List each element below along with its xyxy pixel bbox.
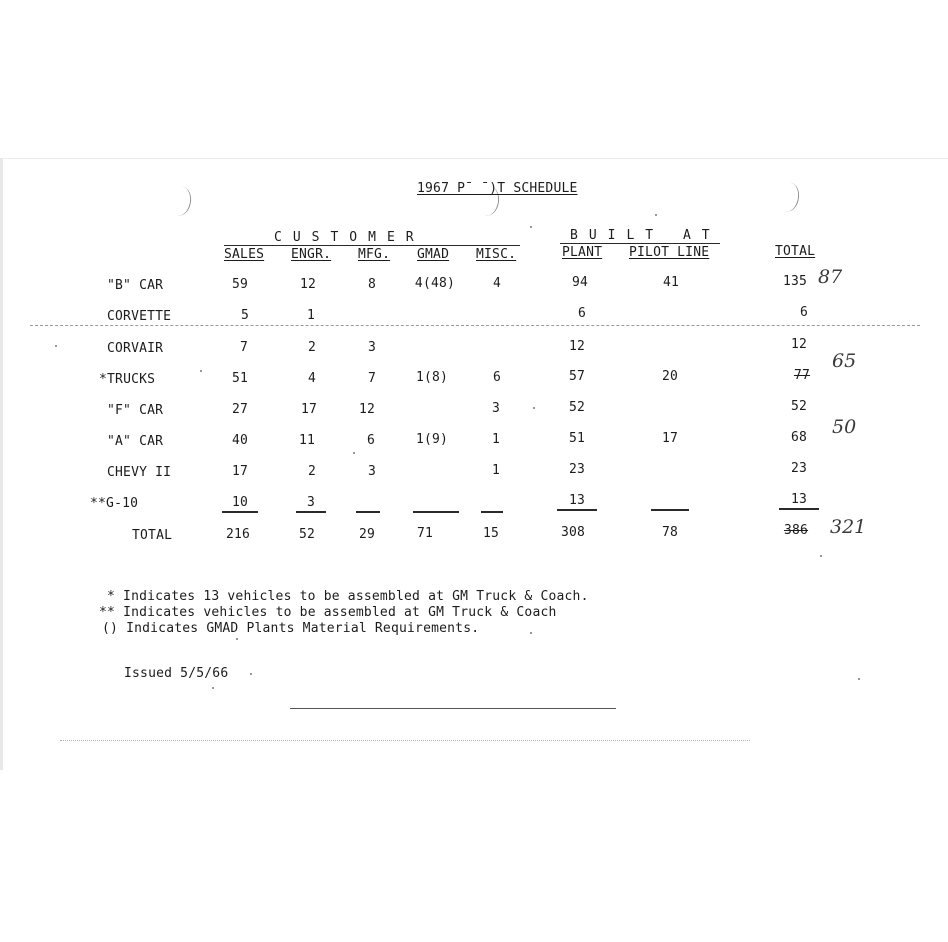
column-header-engr: ENGR.: [291, 247, 332, 262]
total-gmad: 71: [416, 526, 434, 541]
row-label: "B" CAR: [107, 278, 164, 293]
cell-total: 52: [790, 399, 808, 414]
sum-rule-mfg: [356, 511, 380, 513]
cell-total: 6: [799, 305, 809, 320]
scan-speck: [250, 673, 252, 675]
cell-gmad: 1(9): [415, 432, 449, 447]
customer-group-rule: [224, 245, 520, 246]
column-header-pilot-line: PILOT LINE: [629, 245, 710, 260]
cell-plant: 52: [568, 400, 586, 415]
row-label: CHEVY II: [107, 465, 172, 480]
total-misc: 15: [482, 526, 500, 541]
handwritten-grand-total: 321: [830, 516, 867, 538]
cell-sales: 51: [231, 371, 249, 386]
cell-sales: 10: [231, 495, 249, 510]
cell-misc: 1: [491, 432, 501, 447]
cell-plant: 12: [568, 339, 586, 354]
cell-gmad: 1(8): [415, 370, 449, 385]
cell-engr: 11: [298, 433, 316, 448]
sum-rule-pilot-line: [651, 509, 689, 511]
cell-misc: 6: [492, 370, 502, 385]
cell-engr: 17: [300, 402, 318, 417]
paper-edge-left: [0, 158, 3, 770]
handwritten-correction: 50: [832, 416, 857, 438]
row-label: CORVETTE: [107, 309, 172, 324]
column-header-mfg: MFG.: [358, 247, 391, 262]
cell-plant: 23: [568, 462, 586, 477]
cell-engr: 2: [307, 464, 317, 479]
cell-mfg: 12: [358, 402, 376, 417]
cell-total-struck: 77: [793, 368, 811, 383]
cell-total: 13: [790, 492, 808, 507]
cell-mfg: 8: [367, 277, 377, 292]
cell-engr: 2: [307, 340, 317, 355]
cell-mfg: 7: [367, 371, 377, 386]
cell-mfg: 3: [367, 340, 377, 355]
cell-plant: 57: [568, 369, 586, 384]
sum-rule-engr: [296, 511, 326, 513]
group-header-customer: CUSTOMER: [274, 230, 425, 245]
row-label: "A" CAR: [107, 434, 164, 449]
row-label: *TRUCKS: [99, 372, 156, 387]
built-at-group-rule: [560, 243, 720, 244]
sum-rule-plant: [557, 509, 597, 511]
cell-pilot-line: 20: [661, 369, 679, 384]
column-header-misc: MISC.: [476, 247, 517, 262]
cell-engr: 3: [306, 495, 316, 510]
total-mfg: 29: [358, 527, 376, 542]
column-header-plant: PLANT: [562, 245, 603, 260]
cell-plant: 51: [568, 431, 586, 446]
column-header-total: TOTAL: [775, 244, 816, 259]
footnote-trucks: * Indicates 13 vehicles to be assembled at GM Truck & Coach.: [107, 589, 589, 604]
cell-sales: 7: [239, 340, 249, 355]
total-row-label: TOTAL: [132, 528, 173, 543]
cell-total: 135: [782, 274, 808, 289]
cell-gmad: 4(48): [414, 276, 456, 291]
sum-rule-sales: [222, 511, 258, 513]
cell-total: 12: [790, 337, 808, 352]
column-header-sales: SALES: [224, 247, 265, 262]
scan-speck: [353, 452, 355, 454]
cell-misc: 1: [491, 463, 501, 478]
cell-total: 68: [790, 430, 808, 445]
cell-total: 23: [790, 461, 808, 476]
cell-plant: 13: [568, 493, 586, 508]
issued-date: Issued 5/5/66: [124, 666, 229, 681]
cell-sales: 40: [231, 433, 249, 448]
paper-edge-top: [0, 158, 948, 159]
scan-speck: [858, 678, 860, 680]
binder-hole-right: [774, 180, 802, 214]
sum-rule-misc: [481, 511, 503, 513]
group-header-built-at: BUILT AT: [570, 228, 721, 243]
cell-mfg: 6: [366, 433, 376, 448]
document-title: 1967 Pˉ ˉ)T SCHEDULE: [417, 181, 578, 196]
scan-speck: [533, 407, 535, 409]
cell-sales: 5: [240, 308, 250, 323]
scan-artifact-line: [30, 325, 920, 326]
total-pilot-line: 78: [661, 525, 679, 540]
scan-speck: [55, 345, 57, 347]
sum-rule-total: [779, 508, 819, 510]
cell-pilot-line: 17: [661, 431, 679, 446]
scan-speck: [530, 632, 532, 634]
scan-speck: [655, 214, 657, 216]
cell-sales: 27: [231, 402, 249, 417]
cell-misc: 4: [492, 276, 502, 291]
cell-misc: 3: [491, 401, 501, 416]
handwritten-correction: 87: [818, 266, 843, 288]
cell-mfg: 3: [367, 464, 377, 479]
cell-engr: 4: [307, 371, 317, 386]
row-label: "F" CAR: [107, 403, 164, 418]
scan-speck: [820, 555, 822, 557]
total-sales: 216: [225, 527, 251, 542]
sum-rule-gmad: [413, 511, 459, 513]
cell-plant: 94: [571, 275, 589, 290]
row-label: CORVAIR: [107, 341, 164, 356]
total-engr: 52: [298, 527, 316, 542]
binder-hole-left: [166, 184, 194, 218]
column-header-gmad: GMAD: [417, 247, 450, 262]
cell-engr: 1: [306, 308, 316, 323]
footnote-gmad: () Indicates GMAD Plants Material Requirements.: [102, 621, 480, 636]
scan-artifact-dots: [60, 740, 750, 741]
scan-speck: [200, 370, 202, 372]
scan-speck: [212, 687, 214, 689]
handwritten-correction: 65: [832, 350, 857, 372]
scan-speck: [530, 226, 532, 228]
cell-plant: 6: [577, 306, 587, 321]
scan-artifact-rule: [290, 708, 616, 709]
cell-pilot-line: 41: [662, 275, 680, 290]
cell-sales: 59: [231, 277, 249, 292]
cell-engr: 12: [299, 277, 317, 292]
footnote-g10: ** Indicates vehicles to be assembled at GM Truck & Coach: [99, 605, 557, 620]
total-grand-struck: 386: [783, 523, 809, 538]
cell-sales: 17: [231, 464, 249, 479]
scan-speck: [236, 638, 238, 640]
row-label: **G-10: [90, 496, 139, 511]
total-plant: 308: [560, 525, 586, 540]
